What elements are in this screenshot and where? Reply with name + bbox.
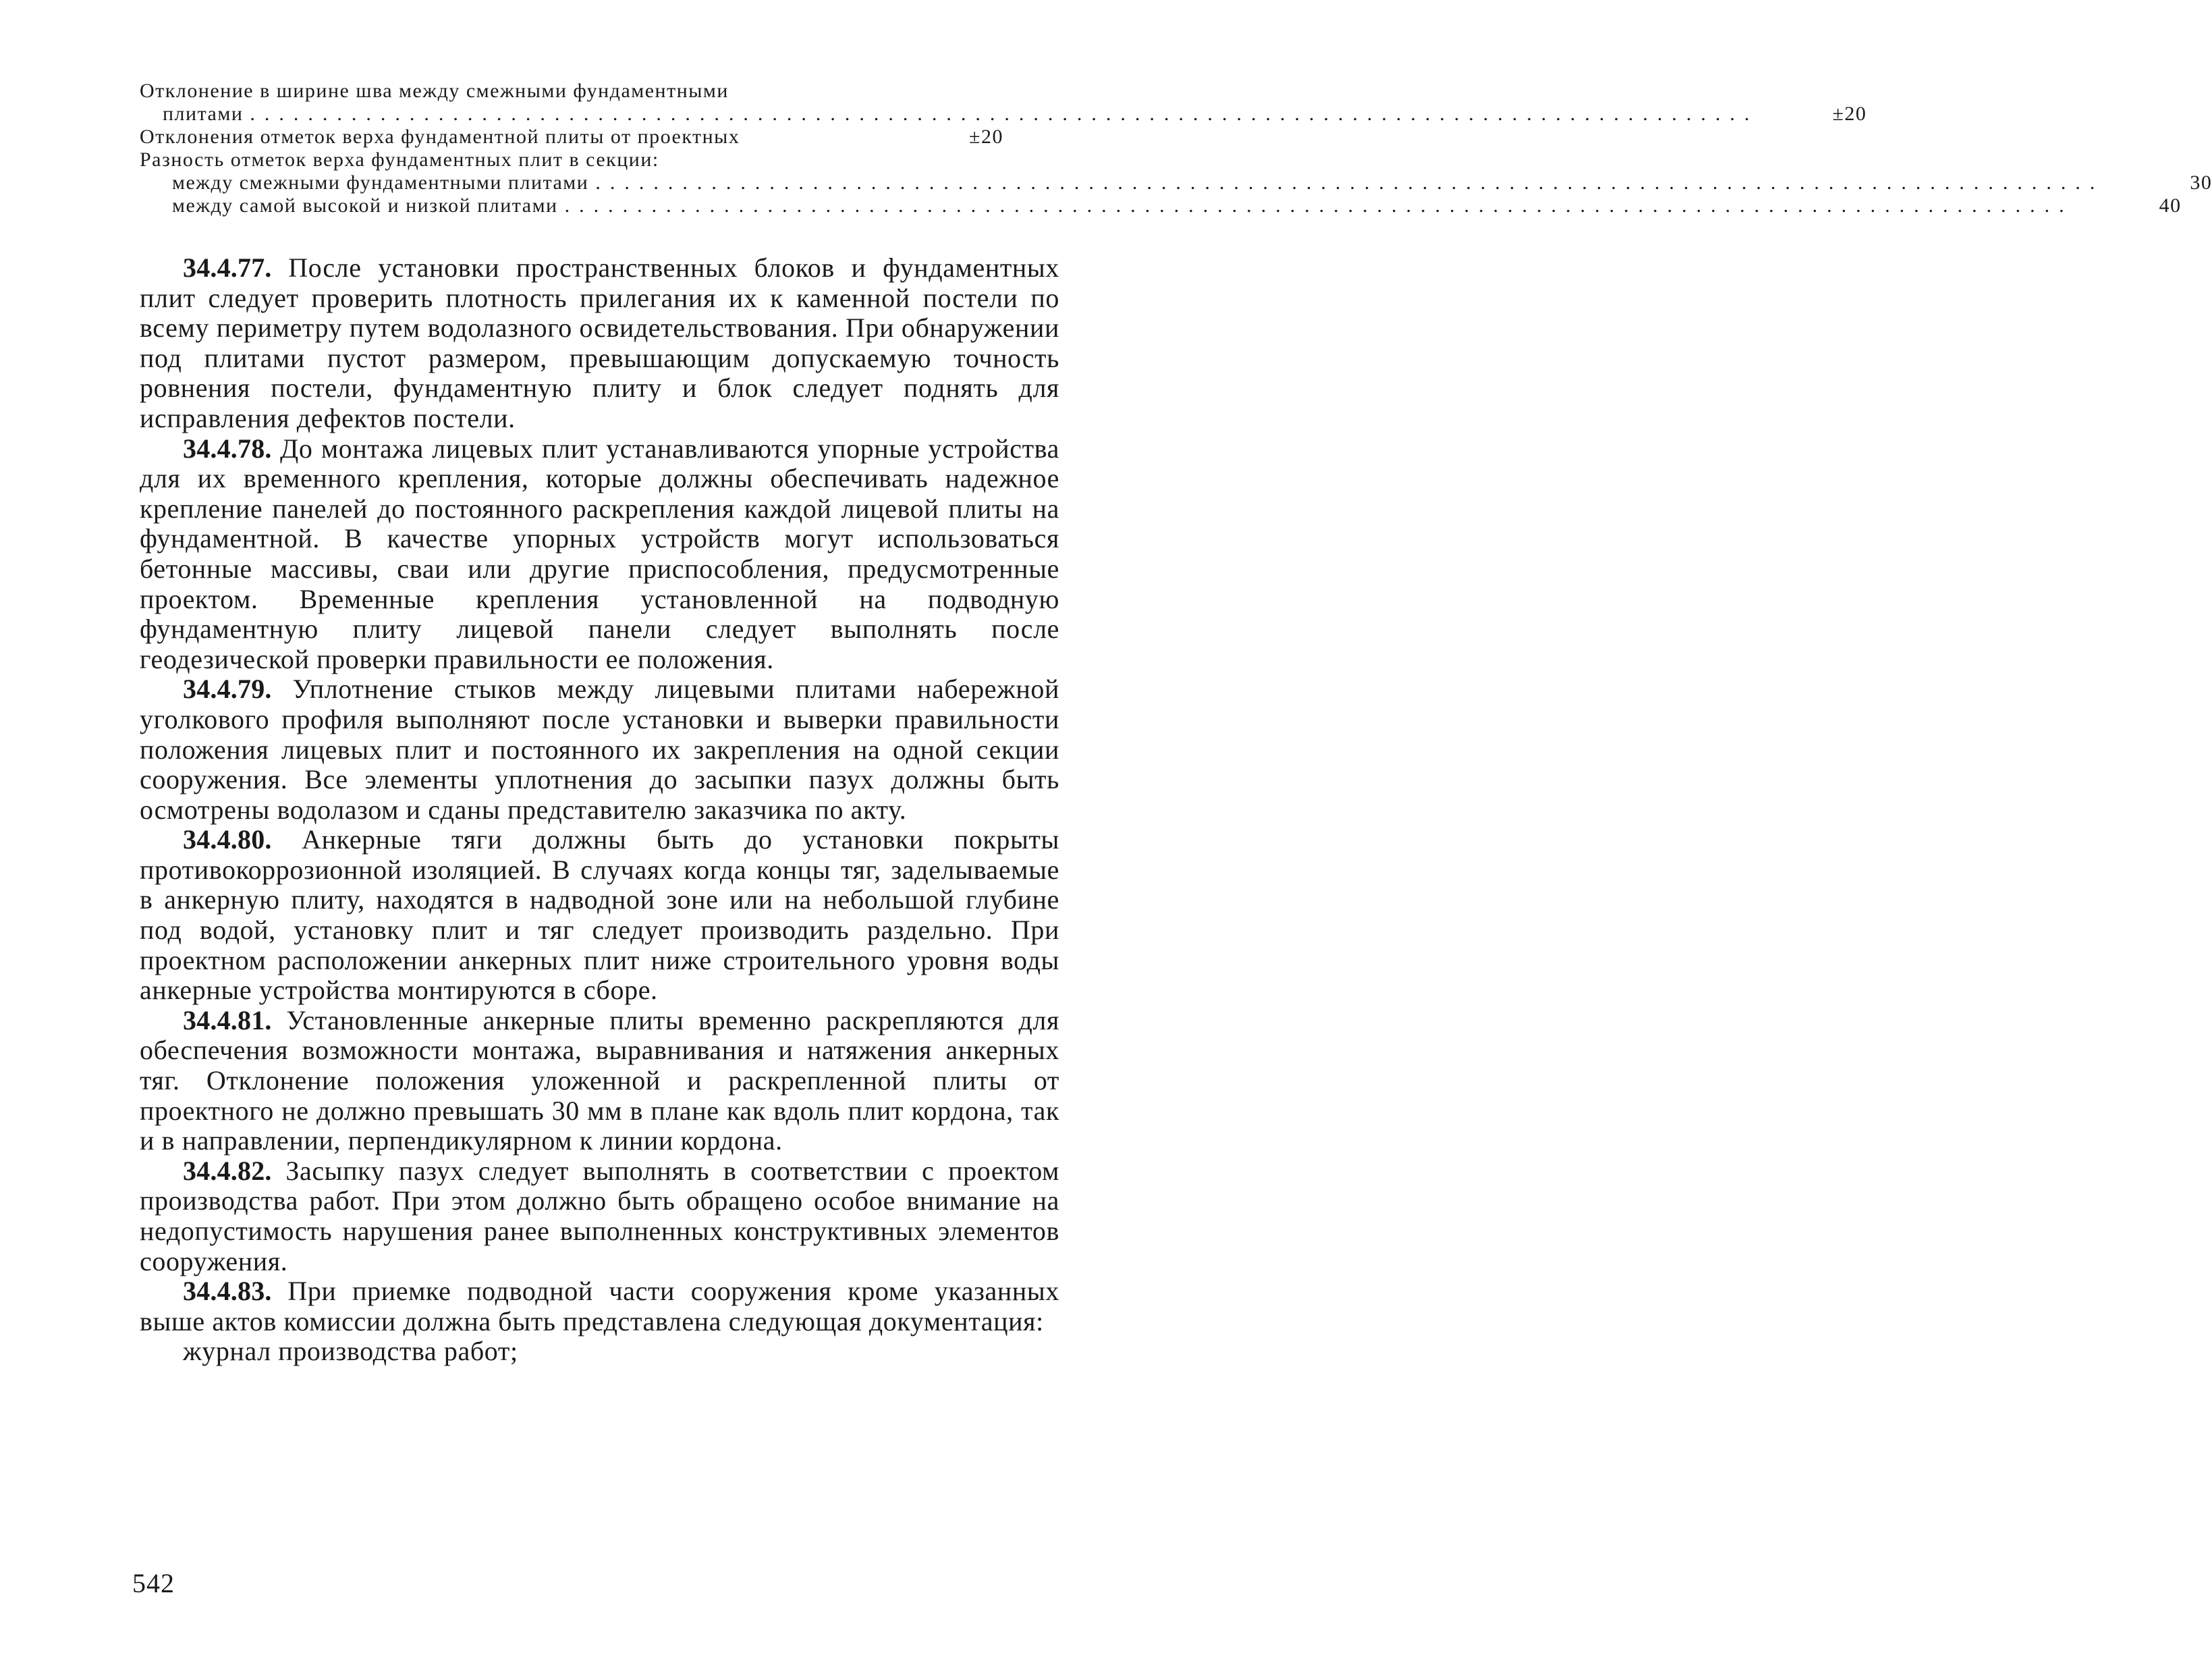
tolerance-row [140,171,2212,194]
tolerance-label: между смежными фундаментными плитами [172,171,589,194]
dot-leader: ........................................................................................................ [250,103,1759,125]
paragraph-text: Уплотнение стыков между лицевыми плитами набережной уголкового профиля выполняют после установки и выверки правильности положения лицевых плит и постоянного их закрепления на одной секции сооружения. Все элементы уплотнения до засыпки пазух должны быть осмотрены водолазом и сданы представителю заказчика по акту. [140,674,1059,825]
paragraph-text: При приемке подводной части сооружения кроме указанных выше актов комиссии должна быть представлена следующая документация: [140,1276,1059,1336]
clause-number: 34.4.80. [183,824,272,855]
tolerance-row [140,80,1003,103]
tolerance-label: между самой высокой и низкой плитами [172,194,558,217]
tolerance-label: плитами [163,103,244,125]
paragraph-text: Засыпку пазух следует выполнять в соответствии с проектом производства работ. При этом должно быть обращено особое внимание на недопустимость нарушения ранее выполненных конструктивных элементов сооружения. [140,1155,1059,1276]
clause-number: 34.4.81. [183,1004,272,1035]
tolerance-row [140,148,1003,171]
body-text [140,253,1059,1367]
tolerance-table [140,80,2212,217]
tolerance-row [140,103,1867,126]
tolerance-label: Отклонение в ширине шва между смежными фундаментными [140,80,729,102]
tolerance-value: 40 [2159,194,2182,217]
tolerance-value: ±20 [969,126,1003,148]
paragraph-34-4-81 [140,1006,1059,1156]
dot-leader: ........................................................................................................ [595,171,2105,194]
clause-number: 34.4.78. [183,433,272,464]
page-number: 542 [132,1568,175,1598]
dot-leader: ........................................................................................................ [564,194,2074,217]
list-item: журнал производства работ; [183,1336,518,1367]
paragraph-34-4-83 [140,1276,1059,1336]
tolerance-row [140,194,2182,217]
paragraph-34-4-82 [140,1156,1059,1276]
clause-number: 34.4.77. [183,252,272,283]
paragraph-34-4-79 [140,674,1059,825]
tolerance-label: Разность отметок верха фундаментных плит в секции: [140,148,659,171]
tolerance-value: 30 [2190,171,2212,194]
tolerance-row [140,126,1003,148]
paragraph-34-4-78 [140,434,1059,675]
paragraph-text: Анкерные тяги должны быть до установки покрыты противокоррозионной изоляцией. В случаях когда концы тяг, заделываемые в анкерную плиту, находятся в надводной зоне или на небольшой глубине под водой, установку плит и тяг следует производить раздельно. При проектном расположении анкерных плит ниже строительного уровня воды анкерные устройства монтируются в сборе. [140,824,1059,1006]
clause-number: 34.4.82. [183,1155,272,1186]
clause-number: 34.4.83. [183,1276,272,1307]
paragraph-text: Установленные анкерные плиты временно раскрепляются для обеспечения возможности монтажа, выравнивания и натяжения анкерных тяг. Отклонение положения уложенной и раскрепленной плиты от проектного не должно превышать 30 мм в плане как вдоль плит кордона, так и в направлении, перпендикулярном к линии кордона. [140,1004,1059,1156]
tolerance-value: ±20 [1832,103,1867,125]
clause-number: 34.4.79. [183,674,272,705]
paragraph-34-4-77 [140,253,1059,434]
paragraph-text: После установки пространственных блоков и фундаментных плит следует проверить плотность прилегания их к каменной постели по всему периметру путем водолазного освидетельствования. При обнаружении под плитами пустот размером, превышающим допускаемую точность ровнения постели, фундаментную плиту и блок следует поднять для исправления дефектов постели. [140,252,1059,433]
paragraph-text: До монтажа лицевых плит устанавливаются упорные устройства для их временного крепления, которые должны обеспечивать надежное крепление панелей до постоянного раскрепления каждой лицевой плиты на фундаментной. В качестве упорных устройств могут использоваться бетонные массивы, сваи или другие приспособления, предусмотренные проектом. Временные крепления установленной на подводную фундаментную плиту лицевой панели следует выполнять после геодезической проверки правильности ее положения. [140,433,1059,674]
tolerance-label: Отклонения отметок верха фундаментной плиты от проектных [140,126,740,148]
paragraph-34-4-80 [140,825,1059,1006]
